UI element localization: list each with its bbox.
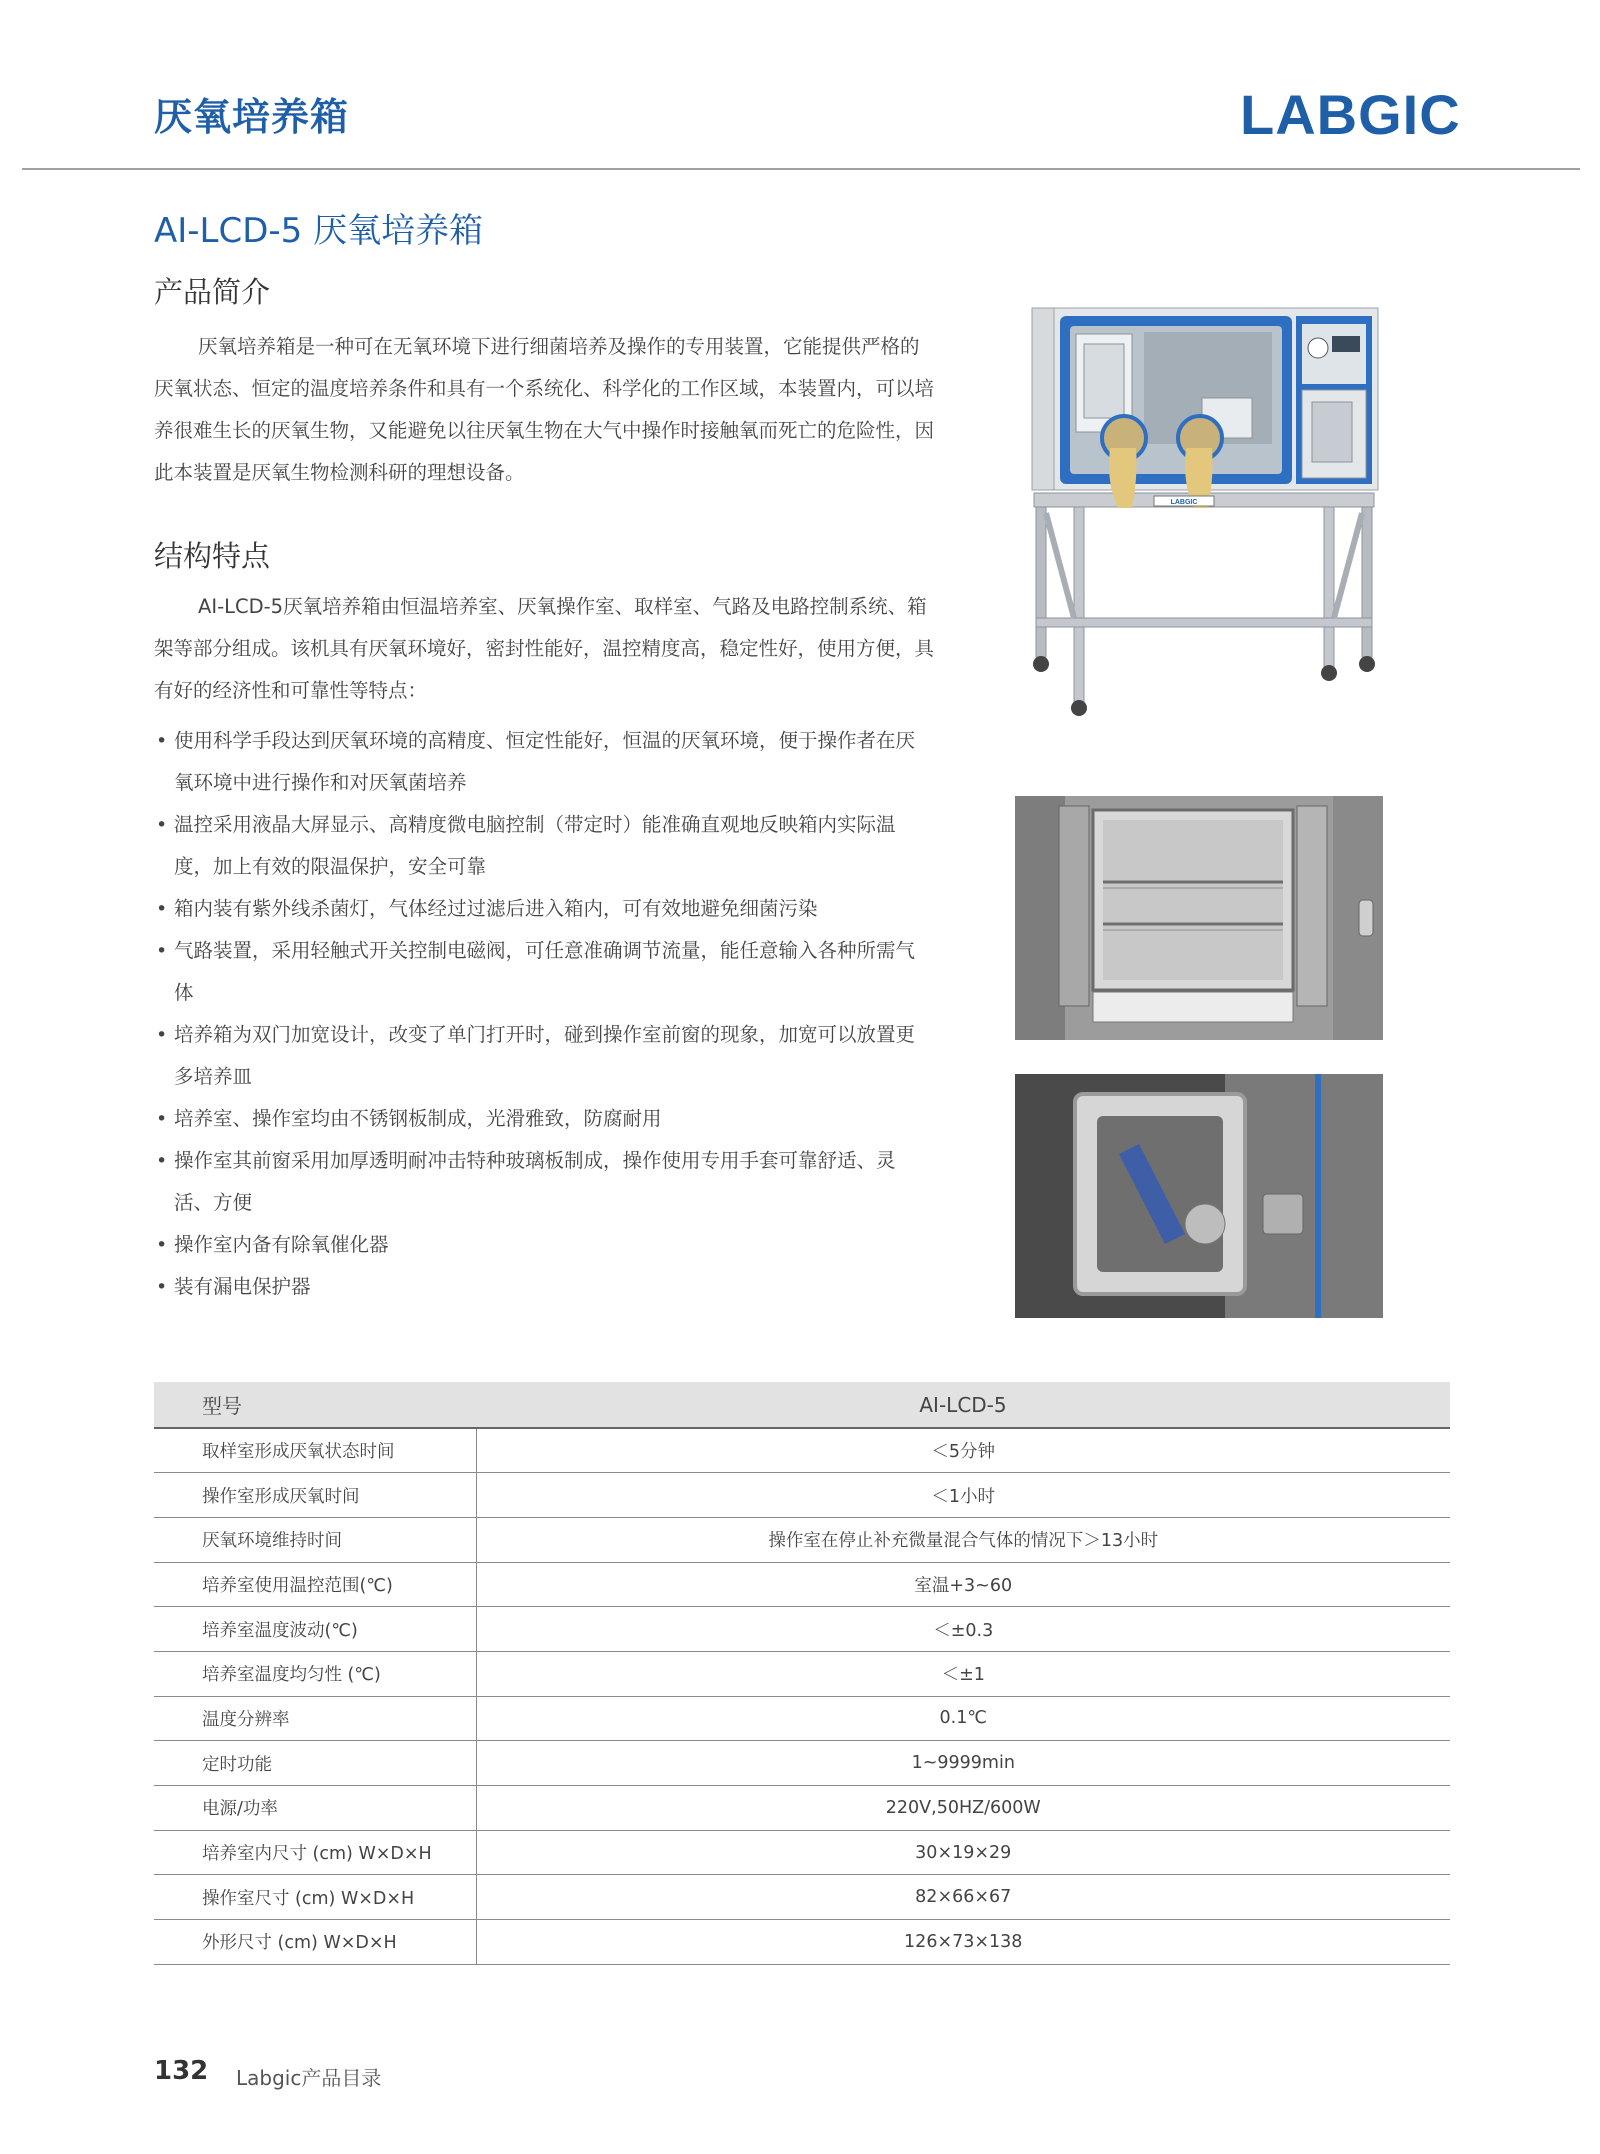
- row-value: 室温+3~60: [476, 1562, 1450, 1607]
- row-label: 取样室形成厌氧状态时间: [154, 1428, 476, 1473]
- brand-logo: LABGIC: [1240, 83, 1461, 146]
- table-row: [154, 1473, 1450, 1518]
- header-value: AI-LCD-5: [476, 1382, 1450, 1428]
- anaerobic-incubator-image: [1014, 298, 1394, 718]
- catalog-name: Labgic产品目录: [236, 2066, 382, 2090]
- table-row: [154, 1562, 1450, 1607]
- bullet-icon: •: [156, 1108, 168, 1130]
- feature-item: [154, 888, 934, 930]
- row-label: 定时功能: [154, 1741, 476, 1786]
- bullet-icon: •: [156, 1024, 168, 1046]
- row-label: 操作室形成厌氧时间: [154, 1473, 476, 1518]
- table-row: [154, 1786, 1450, 1831]
- bullet-icon: •: [156, 898, 168, 920]
- feature-list: [154, 720, 934, 1308]
- table-row: [154, 1696, 1450, 1741]
- bullet-icon: •: [156, 940, 168, 962]
- row-value: 操作室在停止补充微量混合气体的情况下＞13小时: [476, 1517, 1450, 1562]
- row-value: 30×19×29: [476, 1830, 1450, 1875]
- machine-label: LABGIC: [1170, 499, 1198, 506]
- feature-item: [154, 1014, 934, 1098]
- row-value: 0.1℃: [476, 1696, 1450, 1741]
- bullet-icon: •: [156, 1234, 168, 1256]
- row-label: 操作室尺寸 (cm) W×D×H: [154, 1875, 476, 1920]
- feature-text: 气路装置，采用轻触式开关控制电磁阀，可任意准确调节流量，能任意输入各种所需气体: [174, 939, 916, 1004]
- row-value: 82×66×67: [476, 1875, 1450, 1920]
- bullet-icon: •: [156, 1150, 168, 1172]
- feature-item: [154, 930, 934, 1014]
- page-header-title: 厌氧培养箱: [154, 95, 350, 139]
- table-row: [154, 1651, 1450, 1696]
- structure-heading: 结构特点: [154, 539, 271, 573]
- row-label: 培养室内尺寸 (cm) W×D×H: [154, 1830, 476, 1875]
- feature-item: [154, 804, 934, 888]
- table-row: [154, 1428, 1450, 1473]
- row-value: ＜1小时: [476, 1473, 1450, 1518]
- spec-table: [154, 1382, 1450, 1965]
- feature-item: [154, 1266, 934, 1308]
- row-value: ＜5分钟: [476, 1428, 1450, 1473]
- page-number: 132: [154, 2056, 209, 2086]
- header-label: 型号: [154, 1382, 476, 1428]
- row-label: 厌氧环境维持时间: [154, 1517, 476, 1562]
- feature-text: 装有漏电保护器: [174, 1275, 311, 1298]
- row-label: 培养室温度波动(℃): [154, 1607, 476, 1652]
- table-row: [154, 1607, 1450, 1652]
- table-row: [154, 1875, 1450, 1920]
- table-row: [154, 1741, 1450, 1786]
- row-label: 培养室温度均匀性 (℃): [154, 1651, 476, 1696]
- sampling-door-photo: [1015, 1074, 1383, 1318]
- row-label: 电源/功率: [154, 1786, 476, 1831]
- feature-text: 培养箱为双门加宽设计，改变了单门打开时，碰到操作室前窗的现象，加宽可以放置更多培养皿: [174, 1023, 916, 1088]
- row-value: 220V,50HZ/600W: [476, 1786, 1450, 1831]
- feature-item: [154, 720, 934, 804]
- row-value: 126×73×138: [476, 1920, 1450, 1965]
- row-label: 培养室使用温控范围(℃): [154, 1562, 476, 1607]
- table-row: [154, 1517, 1450, 1562]
- feature-text: 操作室内备有除氧催化器: [174, 1233, 389, 1256]
- bullet-icon: •: [156, 730, 168, 752]
- header-divider: [22, 168, 1580, 170]
- feature-text: 培养室、操作室均由不锈钢板制成，光滑雅致，防腐耐用: [174, 1107, 662, 1130]
- row-label: 温度分辨率: [154, 1696, 476, 1741]
- table-row: [154, 1920, 1450, 1965]
- table-header-row: [154, 1382, 1450, 1428]
- feature-item: [154, 1224, 934, 1266]
- incubation-chamber-photo: [1015, 796, 1383, 1040]
- feature-item: [154, 1140, 934, 1224]
- feature-text: 操作室其前窗采用加厚透明耐冲击特种玻璃板制成，操作使用专用手套可靠舒适、灵活、方便: [174, 1149, 896, 1214]
- bullet-icon: •: [156, 1276, 168, 1298]
- product-title: AI-LCD-5 厌氧培养箱: [154, 211, 484, 251]
- row-label: 外形尺寸 (cm) W×D×H: [154, 1920, 476, 1965]
- row-value: ＜±0.3: [476, 1607, 1450, 1652]
- feature-text: 温控采用液晶大屏显示、高精度微电脑控制（带定时）能准确直观地反映箱内实际温度，加上有效的限温保护，安全可靠: [174, 813, 896, 878]
- intro-heading: 产品简介: [154, 275, 271, 309]
- row-value: ＜±1: [476, 1651, 1450, 1696]
- intro-paragraph: 厌氧培养箱是一种可在无氧环境下进行细菌培养及操作的专用装置，它能提供严格的厌氧状态、恒定的温度培养条件和具有一个系统化、科学化的工作区域，本装置内，可以培养很难生长的厌氧生物，又能避免以往厌氧生物在大气中操作时接触氧而死亡的危险性，因此本装置是厌氧生物检测科研的理想设备。: [154, 335, 935, 484]
- bullet-icon: •: [156, 814, 168, 836]
- feature-item: [154, 1098, 934, 1140]
- feature-text: 箱内装有紫外线杀菌灯，气体经过过滤后进入箱内，可有效地避免细菌污染: [174, 897, 818, 920]
- feature-text: 使用科学手段达到厌氧环境的高精度、恒定性能好，恒温的厌氧环境，便于操作者在厌氧环境中进行操作和对厌氧菌培养: [174, 729, 916, 794]
- row-value: 1~9999min: [476, 1741, 1450, 1786]
- structure-paragraph: AI-LCD-5厌氧培养箱由恒温培养室、厌氧操作室、取样室、气路及电路控制系统、箱架等部分组成。该机具有厌氧环境好，密封性能好，温控精度高，稳定性好，使用方便，具有好的经济性和可靠性等特点：: [154, 595, 935, 702]
- table-row: [154, 1830, 1450, 1875]
